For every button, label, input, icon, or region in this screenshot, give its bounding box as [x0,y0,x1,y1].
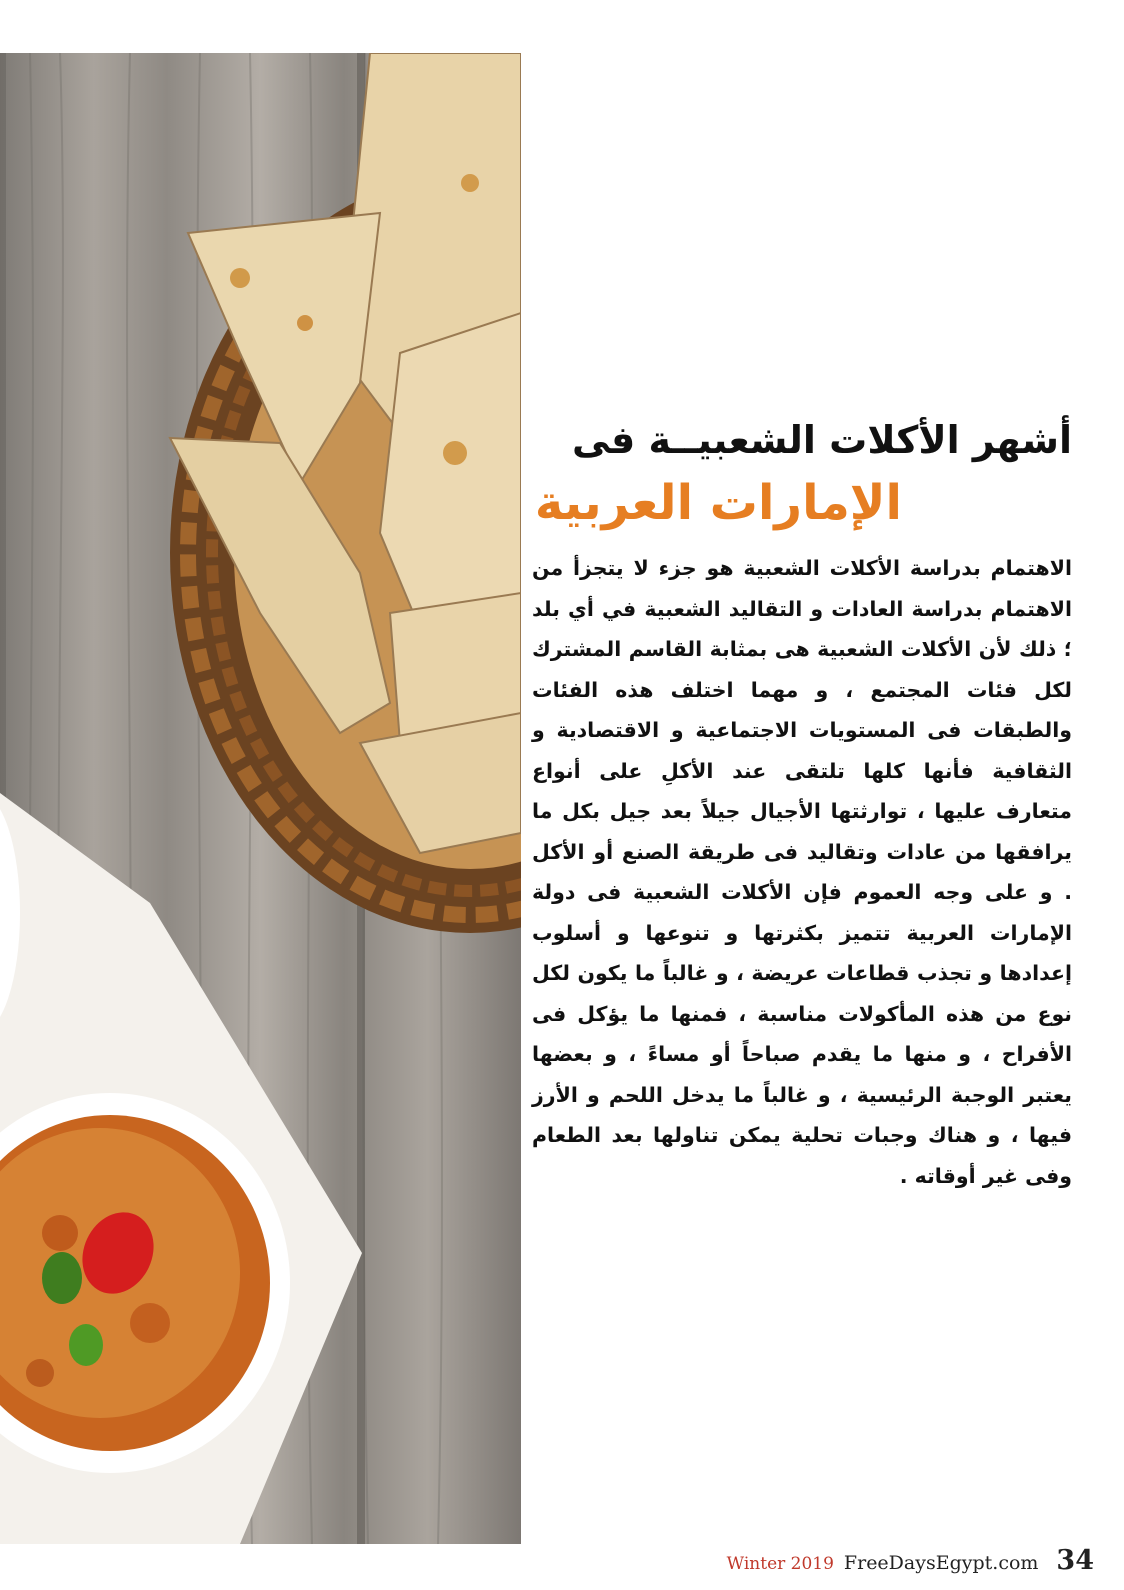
food-photo [0,53,521,1544]
article [532,410,1072,1196]
footer-season: Winter 2019 [726,1554,834,1574]
article-body: الاهتمام بدراسة الأكلات الشعبية هو جزء لا يتجزأ من الاهتمام بدراسة العادات و التقاليد الشعبية في أي بلد ؛ ذلك لأن الأكلات الشعبية هى بمثابة القاسم المشترك لكل فئات المجتمع ، و مهما اختلف هذه الفئات والطبقات فى المستويات الاجتماعية و الاقتصادية و الثقافية فأنها كلها تلتقى عند الأكلِ على أنواع متعارف عليها ، توارثتها الأجيال جيلاً بعد جيل بكل ما يرافقها من عادات وتقاليد فى طريقة الصنع أو الأكل . و على وجه العموم فإن الأكلات الشعبية فى دولة الإمارات العربية تتميز بكثرتها و تنوعها و أسلوب إعدادها و تجذب قطاعات عريضة ، و غالباً ما يكون لكل نوع من هذه المأكولات مناسبة ، فمنها ما يؤكل فى الأفراح ، و منها ما يقدم صباحاً أو مساءً ، و بعضها يعتبر الوجبة الرئيسية ، و غالباً ما يدخل اللحم و الأرز فيها ، و هناك وجبات تحلية يمكن تناولها بعد الطعام وفى غير أوقاته . [532,556,1072,1188]
article-title-line2: الإمارات العربية [534,475,902,531]
food-photo-illustration [0,53,521,1544]
page-number: 34 [1056,1545,1094,1576]
page-footer [727,1545,1094,1576]
footer-site: FreeDaysEgypt.com [843,1552,1039,1574]
article-title-line1: أشهر الأكلات الشعبيــة فى [571,418,1072,462]
